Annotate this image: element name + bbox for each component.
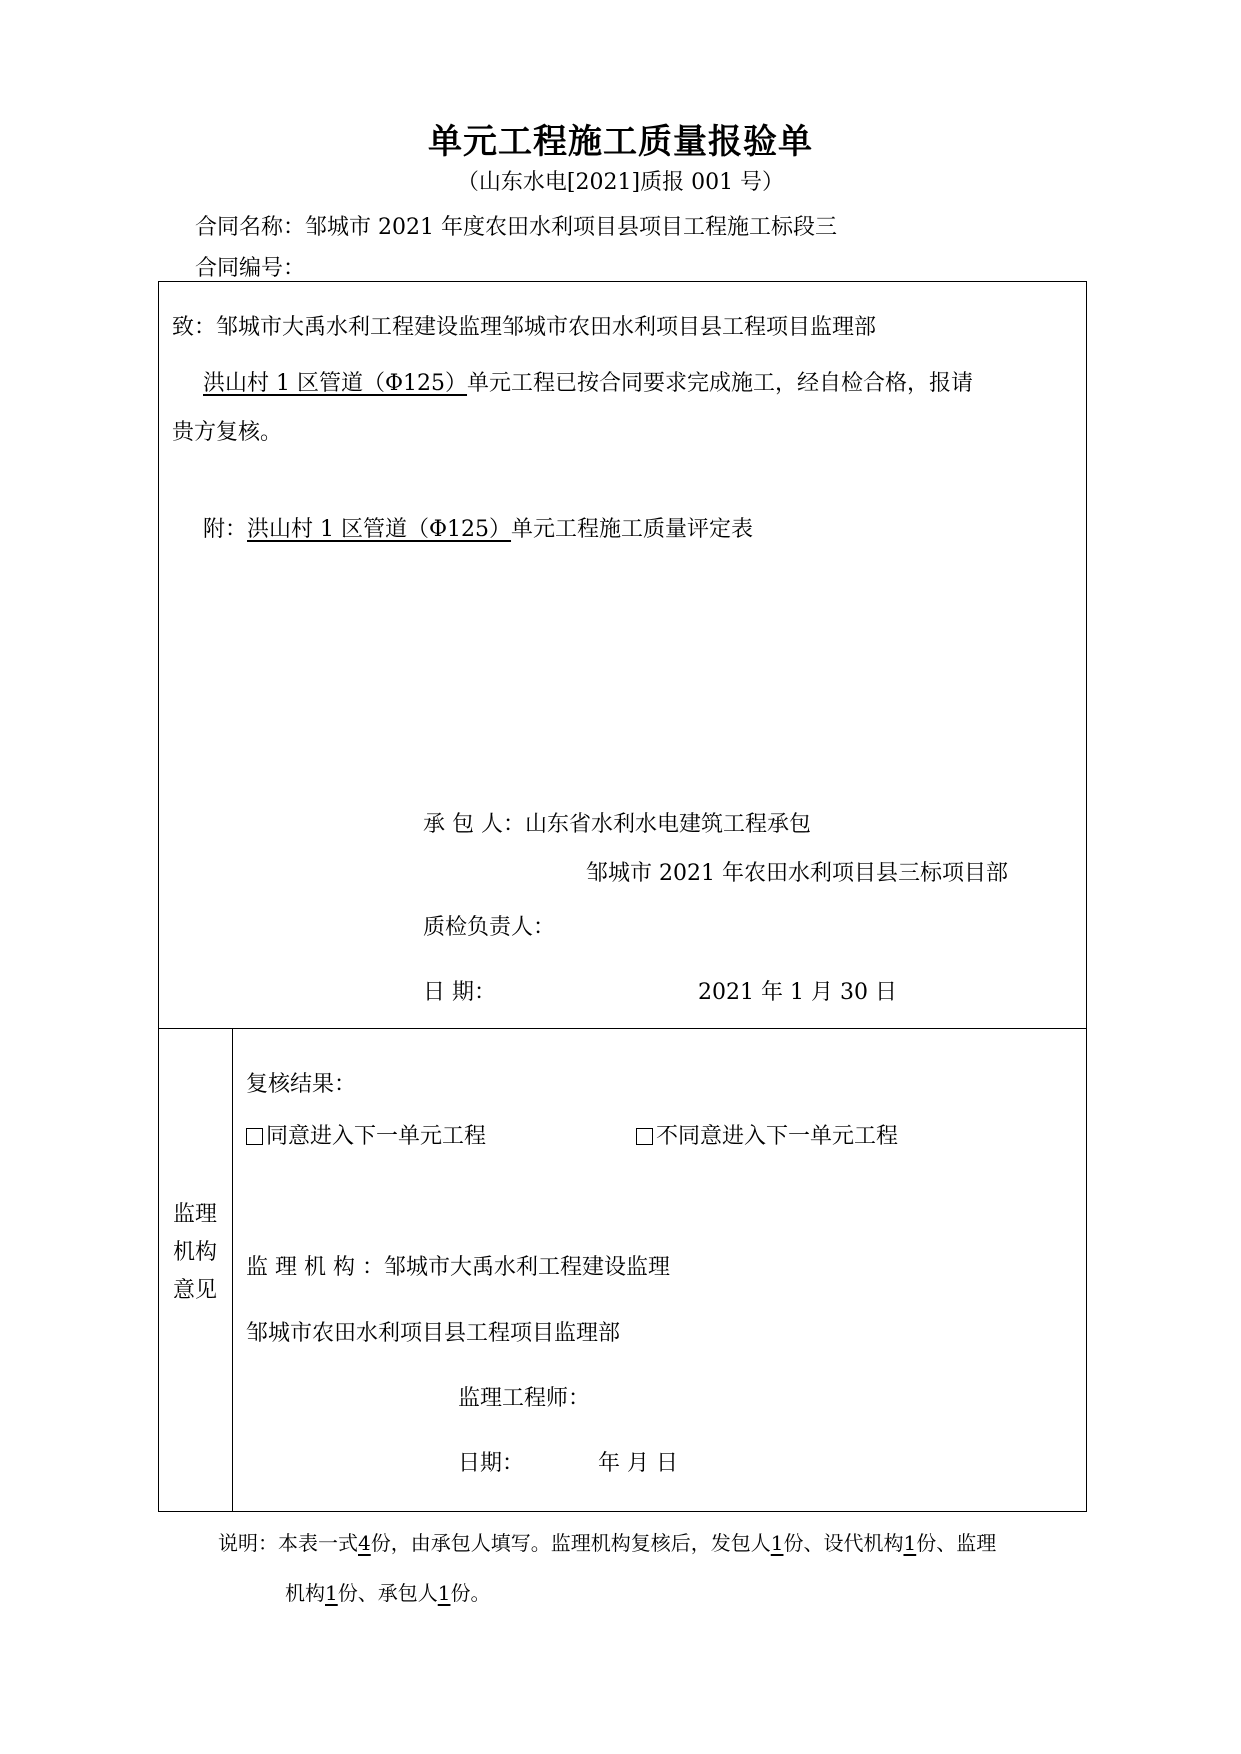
page-title: 单元工程施工质量报验单 [428,122,813,162]
addressee: 邹城市大禹水利工程建设监理邹城市农田水利项目县工程项目监理部 [216,315,877,340]
contractor-department: 邹城市 2021 年农田水利项目县三标项目部 [586,861,1008,886]
contract-name-value: 邹城市 2021 年度农田水利项目县项目工程施工标段三 [305,215,837,240]
note-text-6: 份、承包人 [337,1581,438,1605]
disagree-checkbox[interactable] [636,1128,653,1145]
note-text-7: 份。 [450,1581,491,1605]
note-text-3: 份、设代机构 [783,1531,904,1555]
attachment-label: 附： [203,517,248,542]
supervising-engineer-label: 监理工程师： [458,1386,591,1411]
copies-supervisor: 1 [325,1581,338,1605]
attachment-text: 单元工程施工质量评定表 [511,517,754,542]
note-text-1: 说明：本表一式 [218,1531,358,1555]
addressee-label: 致： [172,315,217,340]
statement-text: 单元工程已按合同要求完成施工，经自检合格，报请 [467,371,974,396]
note-text-2: 份，由承包人填写。监理机构复核后，发包人 [370,1531,771,1555]
review-section-label [158,1196,232,1310]
agree-checkbox[interactable] [246,1128,263,1145]
document-number: （山东水电[2021]质报 001 号） [456,170,785,195]
option-disagree-label: 不同意进入下一单元工程 [656,1124,899,1149]
option-disagree[interactable] [636,1119,898,1150]
note-line-1 [218,1527,996,1556]
attachment-row [203,512,753,543]
addressee-row [172,310,876,341]
statement-line-2: 贵方复核。 [172,420,283,445]
review-result-label: 复核结果： [246,1072,357,1097]
review-label-line-2: 机构 [172,1240,217,1265]
supervisor-department: 邹城市农田水利项目县工程项目监理部 [246,1321,621,1346]
copies-owner: 1 [770,1531,784,1555]
supervisor-org: 邹城市大禹水利工程建设监理 [383,1255,670,1280]
review-label-line-1: 监理 [172,1202,217,1227]
review-date-label: 日期： [458,1451,525,1476]
statement-line-1 [203,366,973,397]
contract-number-label: 合同编号： [195,256,306,281]
supervisor-org-row [246,1250,670,1281]
copies-design: 1 [903,1531,917,1555]
contract-name-row [195,210,837,241]
unit-name: 洪山村 1 区管道（Φ125） [203,371,468,396]
note-text-4: 份、监理 [916,1531,997,1555]
option-agree-label: 同意进入下一单元工程 [266,1124,487,1149]
copies-contractor: 1 [437,1581,451,1605]
contractor-label: 承 包 人： [423,812,525,837]
note-line-2 [285,1577,490,1606]
contractor-row [423,807,811,838]
contractor-date: 2021 年 1 月 30 日 [698,980,897,1005]
review-label-line-3: 意见 [172,1278,217,1303]
contractor-date-label: 日 期： [423,980,496,1005]
column-divider [232,1028,233,1512]
supervisor-org-label: 监 理 机 构 ： [246,1255,384,1280]
section-divider [158,1028,1087,1029]
review-date-blank: 年 月 日 [598,1451,678,1476]
quality-inspector-label: 质检负责人： [423,915,556,940]
note-text-5: 机构 [285,1581,325,1605]
contractor-name: 山东省水利水电建筑工程承包 [525,812,812,837]
option-agree[interactable] [246,1119,486,1150]
contract-name-label: 合同名称： [195,215,306,240]
copies-total: 4 [358,1531,371,1555]
attachment-unit-name: 洪山村 1 区管道（Φ125） [247,517,512,542]
